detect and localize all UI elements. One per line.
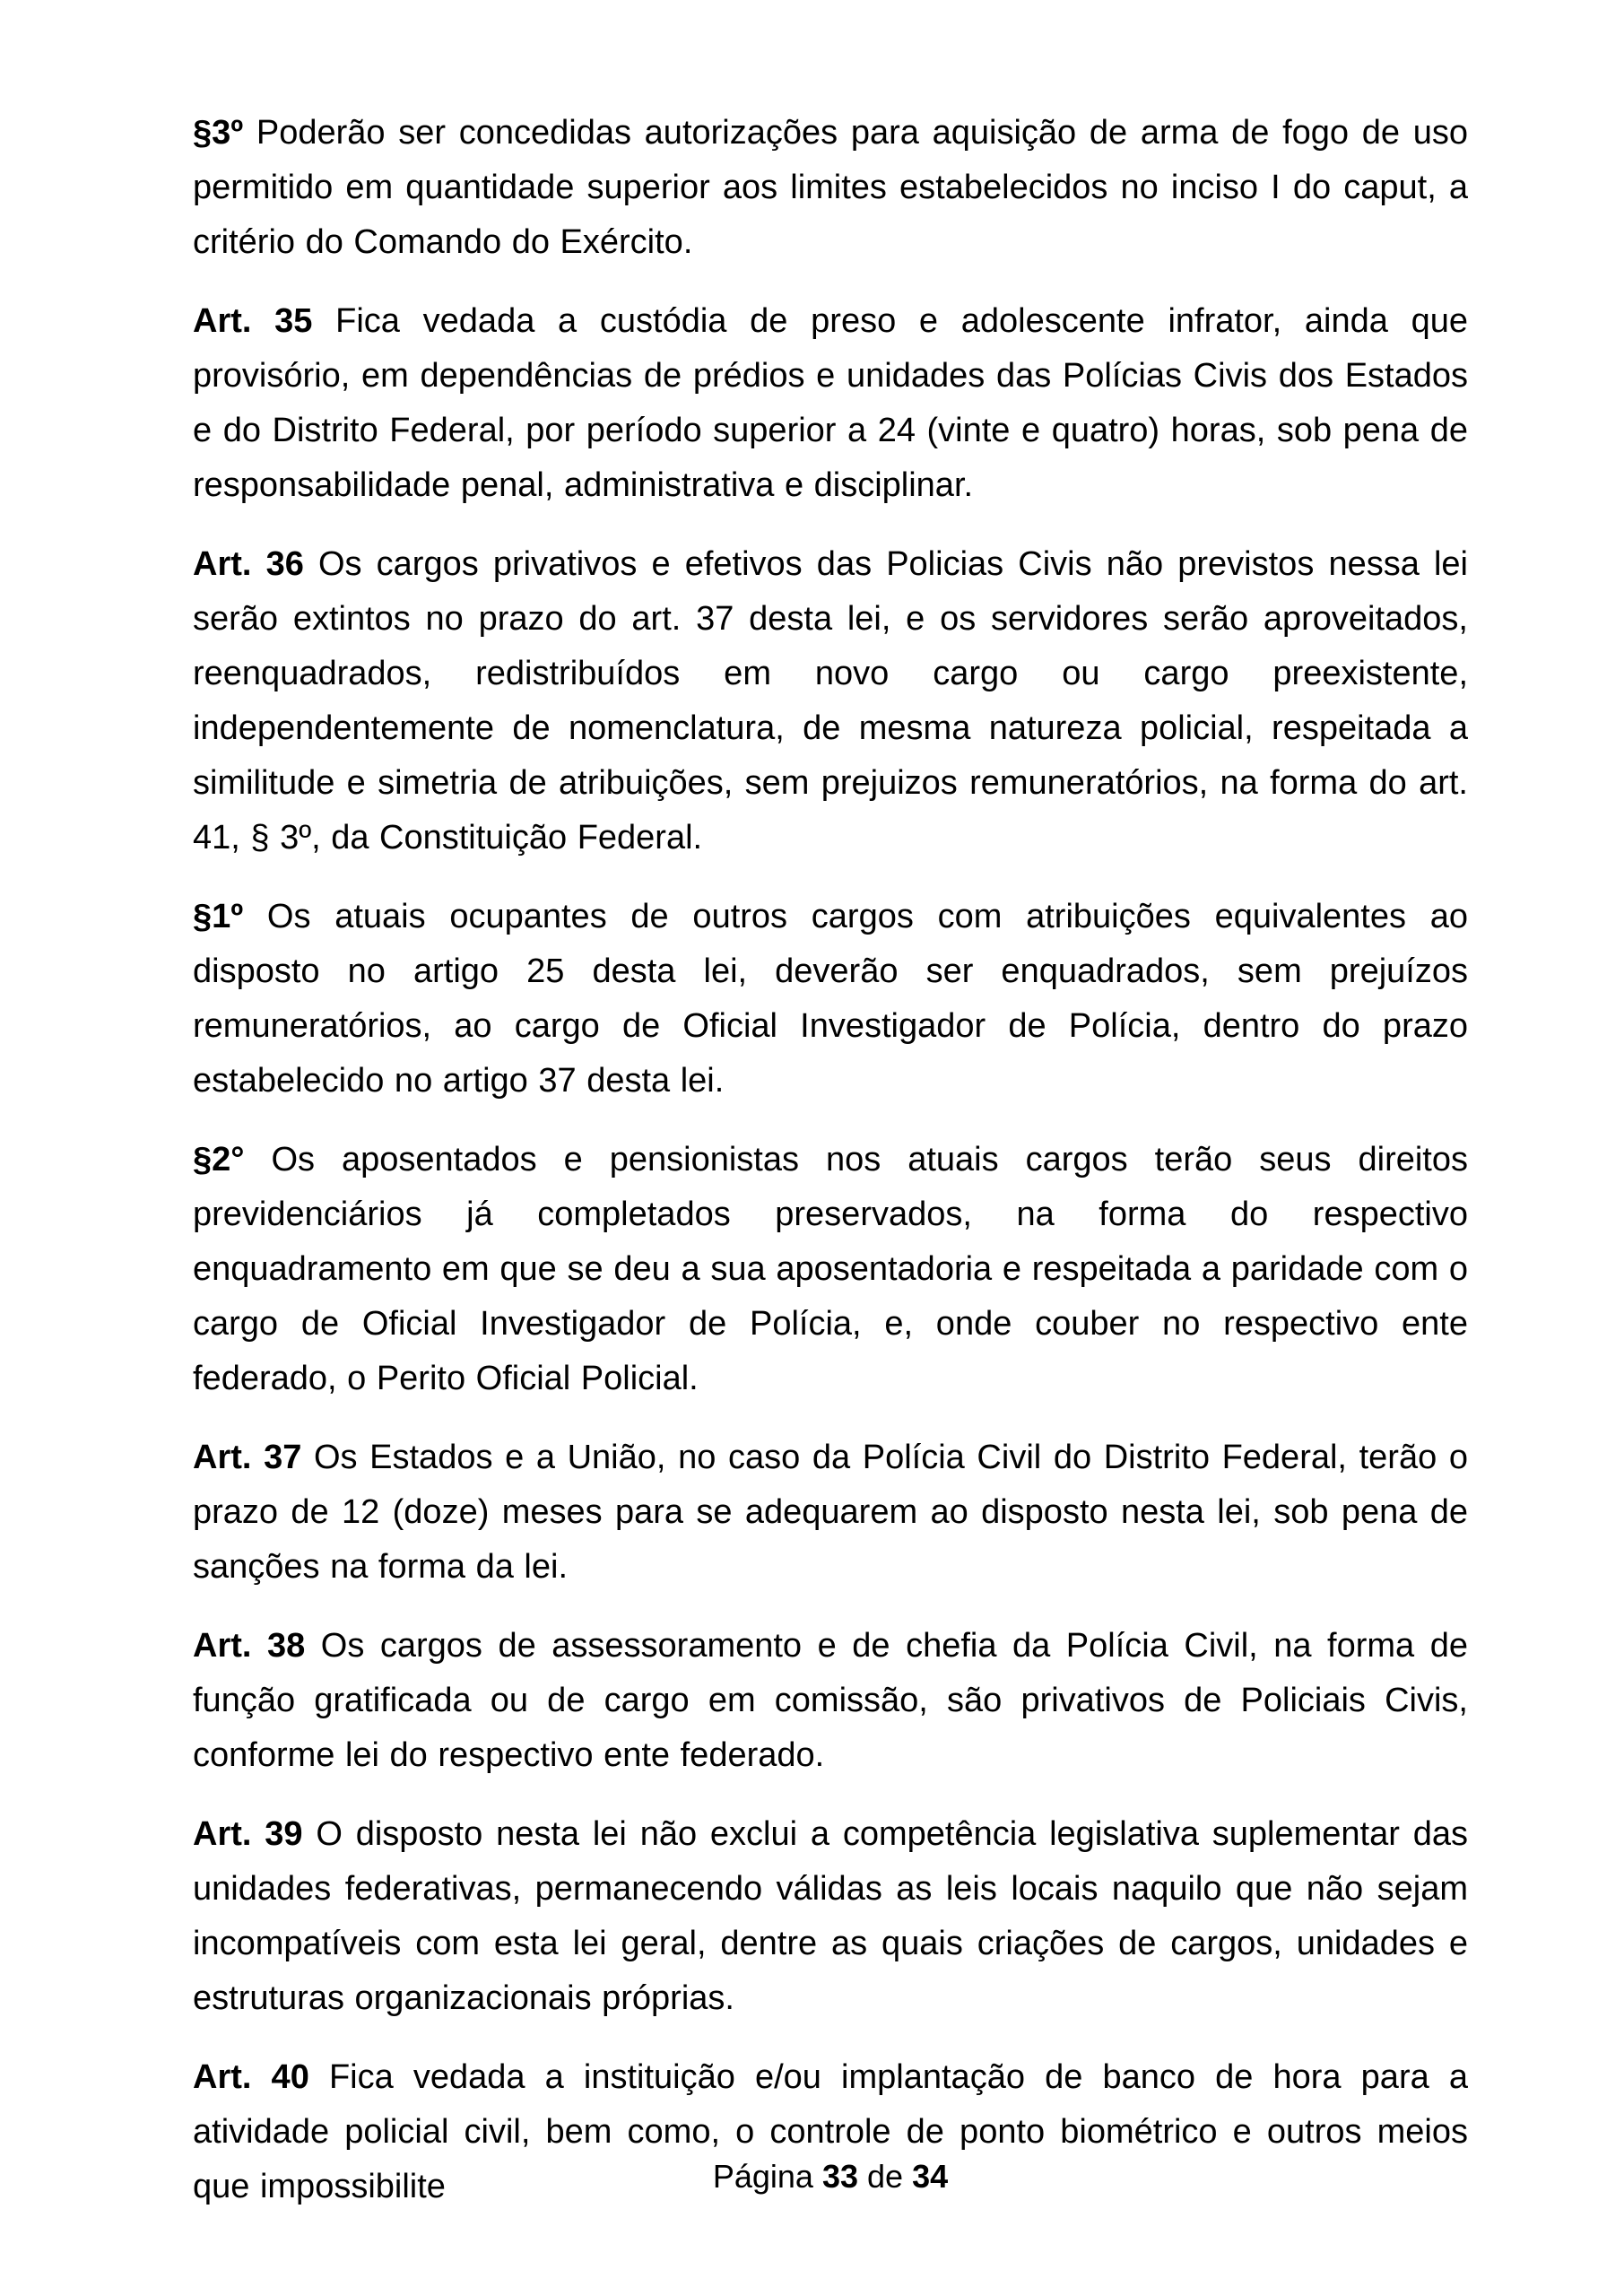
paragraph-text: O disposto nesta lei não exclui a competência legislativa suplementar das unidades federativas, permanecendo válidas as leis locais naquilo que não sejam incompatíveis com esta lei geral, dentre as quais criações de cargos, unidades e estruturas organizacionais próprias. <box>193 1815 1468 2017</box>
paragraph <box>193 106 1468 270</box>
footer-connector: de <box>867 2158 904 2195</box>
paragraph-text: Poderão ser concedidas autorizações para aquisição de arma de fogo de uso permitido em quantidade superior aos limites estabelecidos no inciso I do caput, a critério do Comando do Exército. <box>193 114 1468 261</box>
paragraph <box>193 537 1468 865</box>
footer-label: Página <box>712 2158 813 2195</box>
page-footer <box>193 2156 1468 2197</box>
paragraph-text: Fica vedada a custódia de preso e adolescente infrator, ainda que provisório, em dependências de prédios e unidades das Polícias Civis dos Estados e do Distrito Federal, por período superior a 24 (vinte e quatro) horas, sob pena de responsabilidade penal, administrativa e disciplinar. <box>193 302 1468 504</box>
paragraph-text: Os cargos privativos e efetivos das Policias Civis não previstos nessa lei serão extintos no prazo do art. 37 desta lei, e os servidores serão aproveitados, reenquadrados, redistribuídos em novo cargo ou cargo preexistente, independentemente de nomenclatura, de mesma natureza policial, respeitada a similitude e simetria de atribuições, sem prejuizos remuneratórios, na forma do art. 41, § 3º, da Constituição Federal. <box>193 545 1468 857</box>
document-body <box>193 106 1468 2239</box>
paragraph-text: Os Estados e a União, no caso da Polícia Civil do Distrito Federal, terão o prazo de 12 (doze) meses para se adequarem ao disposto nesta lei, sob pena de sanções na forma da lei. <box>193 1439 1468 1586</box>
footer-page-number: 33 <box>821 2158 859 2195</box>
paragraph <box>193 890 1468 1109</box>
paragraph <box>193 1133 1468 1406</box>
paragraph <box>193 1619 1468 1783</box>
paragraph-lead: Art. 39 <box>193 1815 303 1853</box>
paragraph-text: Fica vedada a instituição e/ou implantação de banco de hora para a atividade policial civil, bem como, o controle de ponto biométrico e outros meios que impossibilite <box>193 2058 1468 2205</box>
paragraph-lead: §3º <box>193 114 244 152</box>
paragraph-lead: Art. 36 <box>193 545 304 583</box>
paragraph-lead: Art. 40 <box>193 2058 309 2096</box>
paragraph-text: Os aposentados e pensionistas nos atuais cargos terão seus direitos previdenciários já completados preservados, na forma do respectivo enquadramento em que se deu a sua aposentadoria e respeitada a paridade com o cargo de Oficial Investigador de Polícia, e, onde couber no respectivo ente federado, o Perito Oficial Policial. <box>193 1141 1468 1397</box>
paragraph <box>193 294 1468 513</box>
paragraph-lead: §1º <box>193 898 244 935</box>
paragraph-lead: Art. 35 <box>193 302 313 340</box>
paragraph <box>193 1807 1468 2026</box>
paragraph <box>193 1431 1468 1595</box>
paragraph-lead: §2° <box>193 1141 245 1178</box>
paragraph-lead: Art. 38 <box>193 1627 306 1665</box>
footer-total-pages: 34 <box>912 2158 949 2195</box>
paragraph-text: Os cargos de assessoramento e de chefia da Polícia Civil, na forma de função gratificada ou de cargo em comissão, são privativos de Policiais Civis, conforme lei do respectivo ente federado. <box>193 1627 1468 1774</box>
paragraph-lead: Art. 37 <box>193 1439 302 1476</box>
paragraph-text: Os atuais ocupantes de outros cargos com atribuições equivalentes ao disposto no artigo 25 desta lei, deverão ser enquadrados, sem prejuízos remuneratórios, ao cargo de Oficial Investigador de Polícia, dentro do prazo estabelecido no artigo 37 desta lei. <box>193 898 1468 1100</box>
